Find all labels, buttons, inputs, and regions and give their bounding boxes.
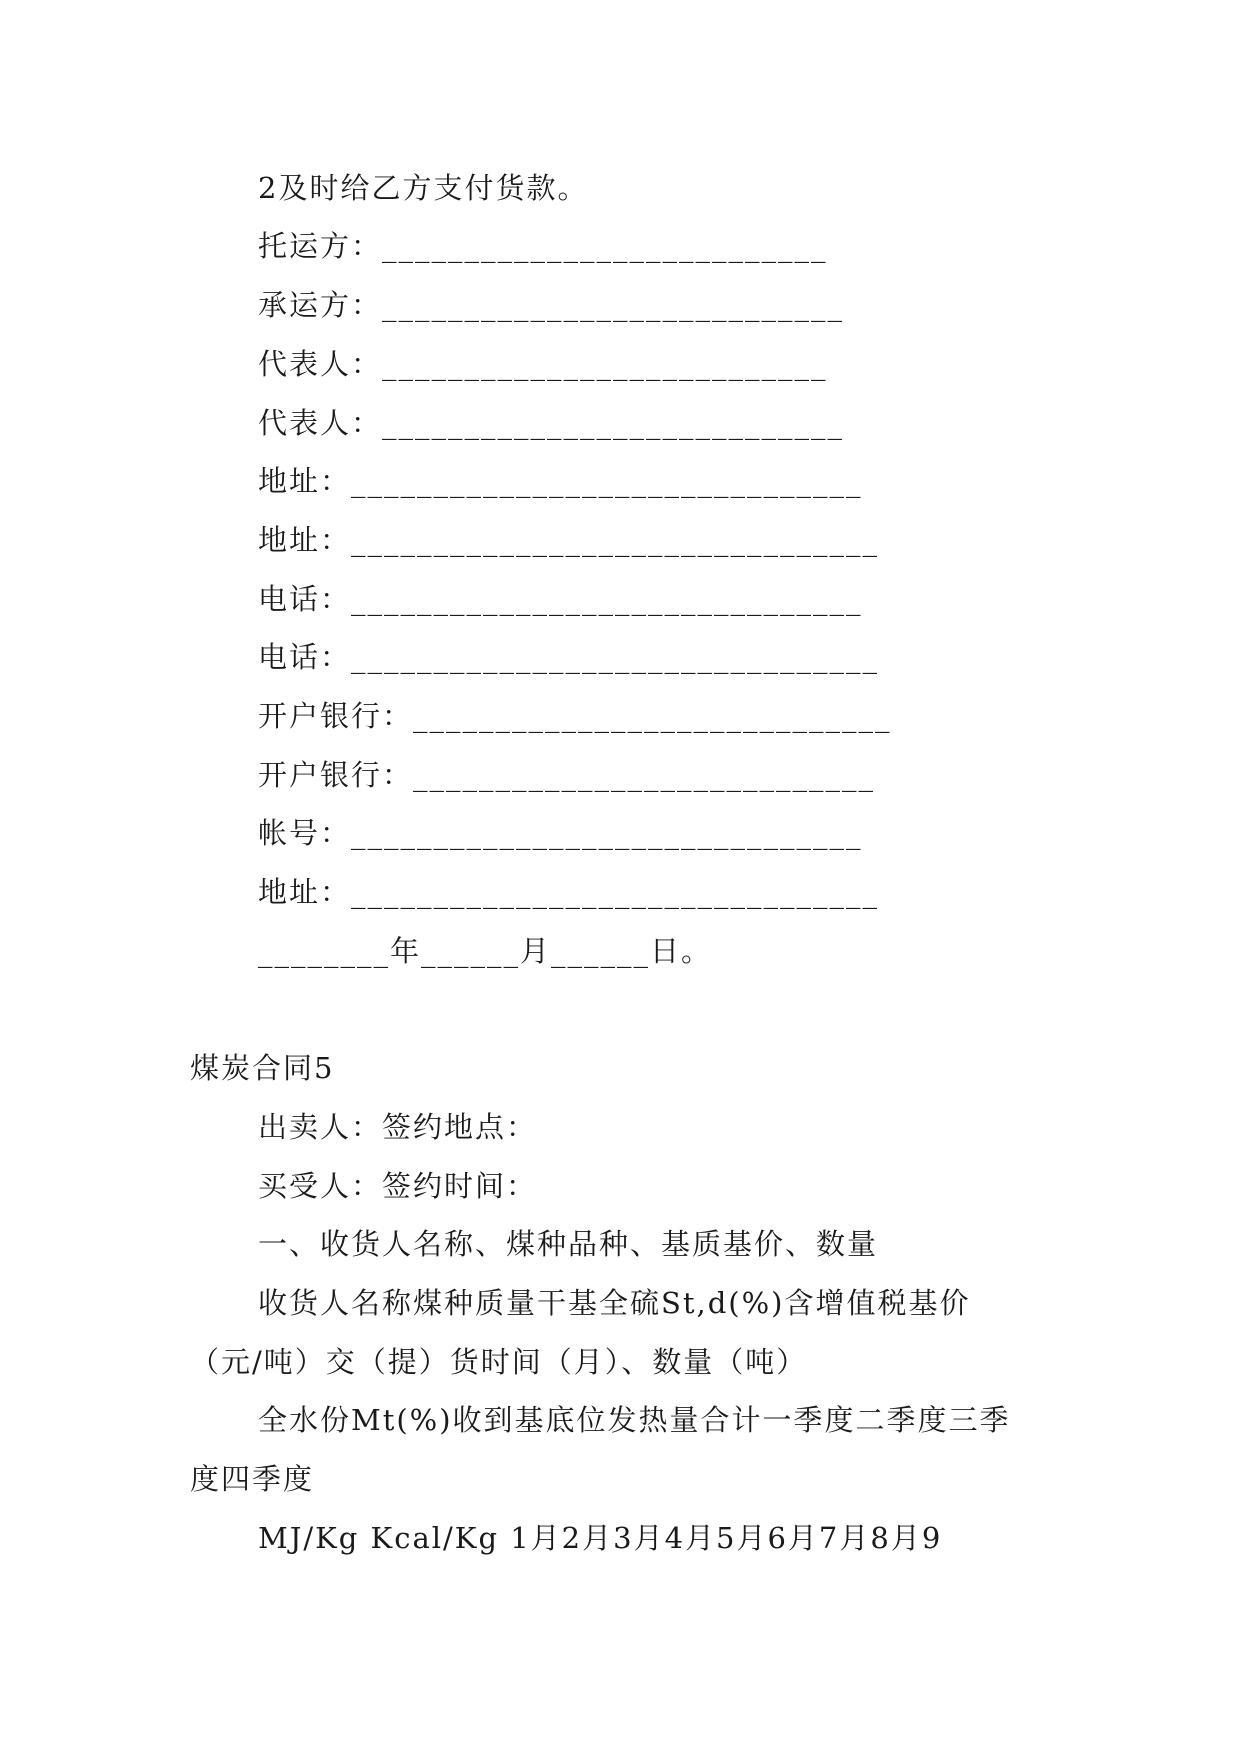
payment-clause: 2及时给乙方支付货款。	[258, 171, 589, 205]
carrier-field: 承运方：____________________________	[258, 288, 845, 322]
seller-line: 出卖人：签约地点：	[258, 1110, 538, 1144]
address-field-2: 地址：________________________________	[258, 523, 880, 557]
bank-field-1: 开户银行：_____________________________	[258, 699, 892, 733]
phone-field-2: 电话：________________________________	[258, 640, 880, 674]
section-title: 煤炭合同5	[190, 1051, 335, 1085]
date-line: ________年______月______日。	[258, 934, 713, 968]
clause-text-3: 全水份Mt(%)收到基底位发热量合计一季度二季度三季	[258, 1403, 1011, 1437]
account-field: 帐号：_______________________________	[258, 816, 863, 850]
representative-field-2: 代表人：____________________________	[258, 406, 845, 440]
clause-text-2: （元/吨）交（提）货时间（月）、数量（吨）	[190, 1345, 808, 1379]
address-field-1: 地址：_______________________________	[258, 464, 863, 498]
representative-field-1: 代表人：___________________________	[258, 347, 828, 381]
clause-text-5: MJ/Kg Kcal/Kg 1月2月3月4月5月6月7月8月9	[258, 1521, 943, 1555]
clause-heading: 一、收货人名称、煤种品种、基质基价、数量	[258, 1227, 879, 1261]
phone-field-1: 电话：_______________________________	[258, 582, 863, 616]
address-field-3: 地址：________________________________	[258, 875, 880, 909]
consignor-field: 托运方：___________________________	[258, 229, 828, 263]
clause-text-4: 度四季度	[190, 1462, 315, 1496]
bank-field-2: 开户银行：____________________________	[258, 758, 876, 792]
buyer-line: 买受人：签约时间：	[258, 1169, 538, 1203]
clause-text-1: 收货人名称煤种质量干基全硫St,d(%)含增值税基价	[258, 1286, 971, 1320]
